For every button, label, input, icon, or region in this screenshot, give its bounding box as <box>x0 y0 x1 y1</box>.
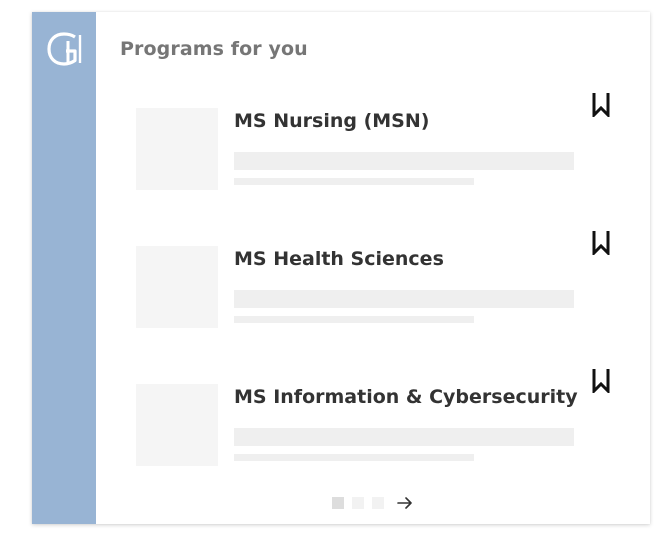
bookmark-icon[interactable] <box>591 229 611 255</box>
bookmark-icon[interactable] <box>591 367 611 393</box>
program-thumbnail <box>136 384 218 466</box>
georgetown-g-logo <box>46 32 84 66</box>
skeleton-line <box>234 428 574 446</box>
program-name[interactable]: MS Health Sciences <box>234 248 444 270</box>
widget-title: Programs for you <box>120 38 308 60</box>
program-name[interactable]: MS Nursing (MSN) <box>234 110 430 132</box>
skeleton-line <box>234 454 474 461</box>
sidebar <box>32 12 96 524</box>
skeleton-line <box>234 152 574 170</box>
skeleton-line <box>234 290 574 308</box>
program-item[interactable] <box>136 384 646 484</box>
skeleton-line <box>234 316 474 323</box>
pagination-dot-1[interactable] <box>332 497 344 509</box>
program-item[interactable] <box>136 108 646 208</box>
program-thumbnail <box>136 246 218 328</box>
skeleton-line <box>234 178 474 185</box>
pagination-dot-3[interactable] <box>372 497 384 509</box>
pagination-dot-2[interactable] <box>352 497 364 509</box>
program-name[interactable]: MS Information & Cybersecurity <box>234 386 578 408</box>
program-item[interactable] <box>136 246 646 346</box>
programs-widget <box>32 12 650 524</box>
arrow-right-icon[interactable] <box>396 494 414 512</box>
program-thumbnail <box>136 108 218 190</box>
bookmark-icon[interactable] <box>591 91 611 117</box>
